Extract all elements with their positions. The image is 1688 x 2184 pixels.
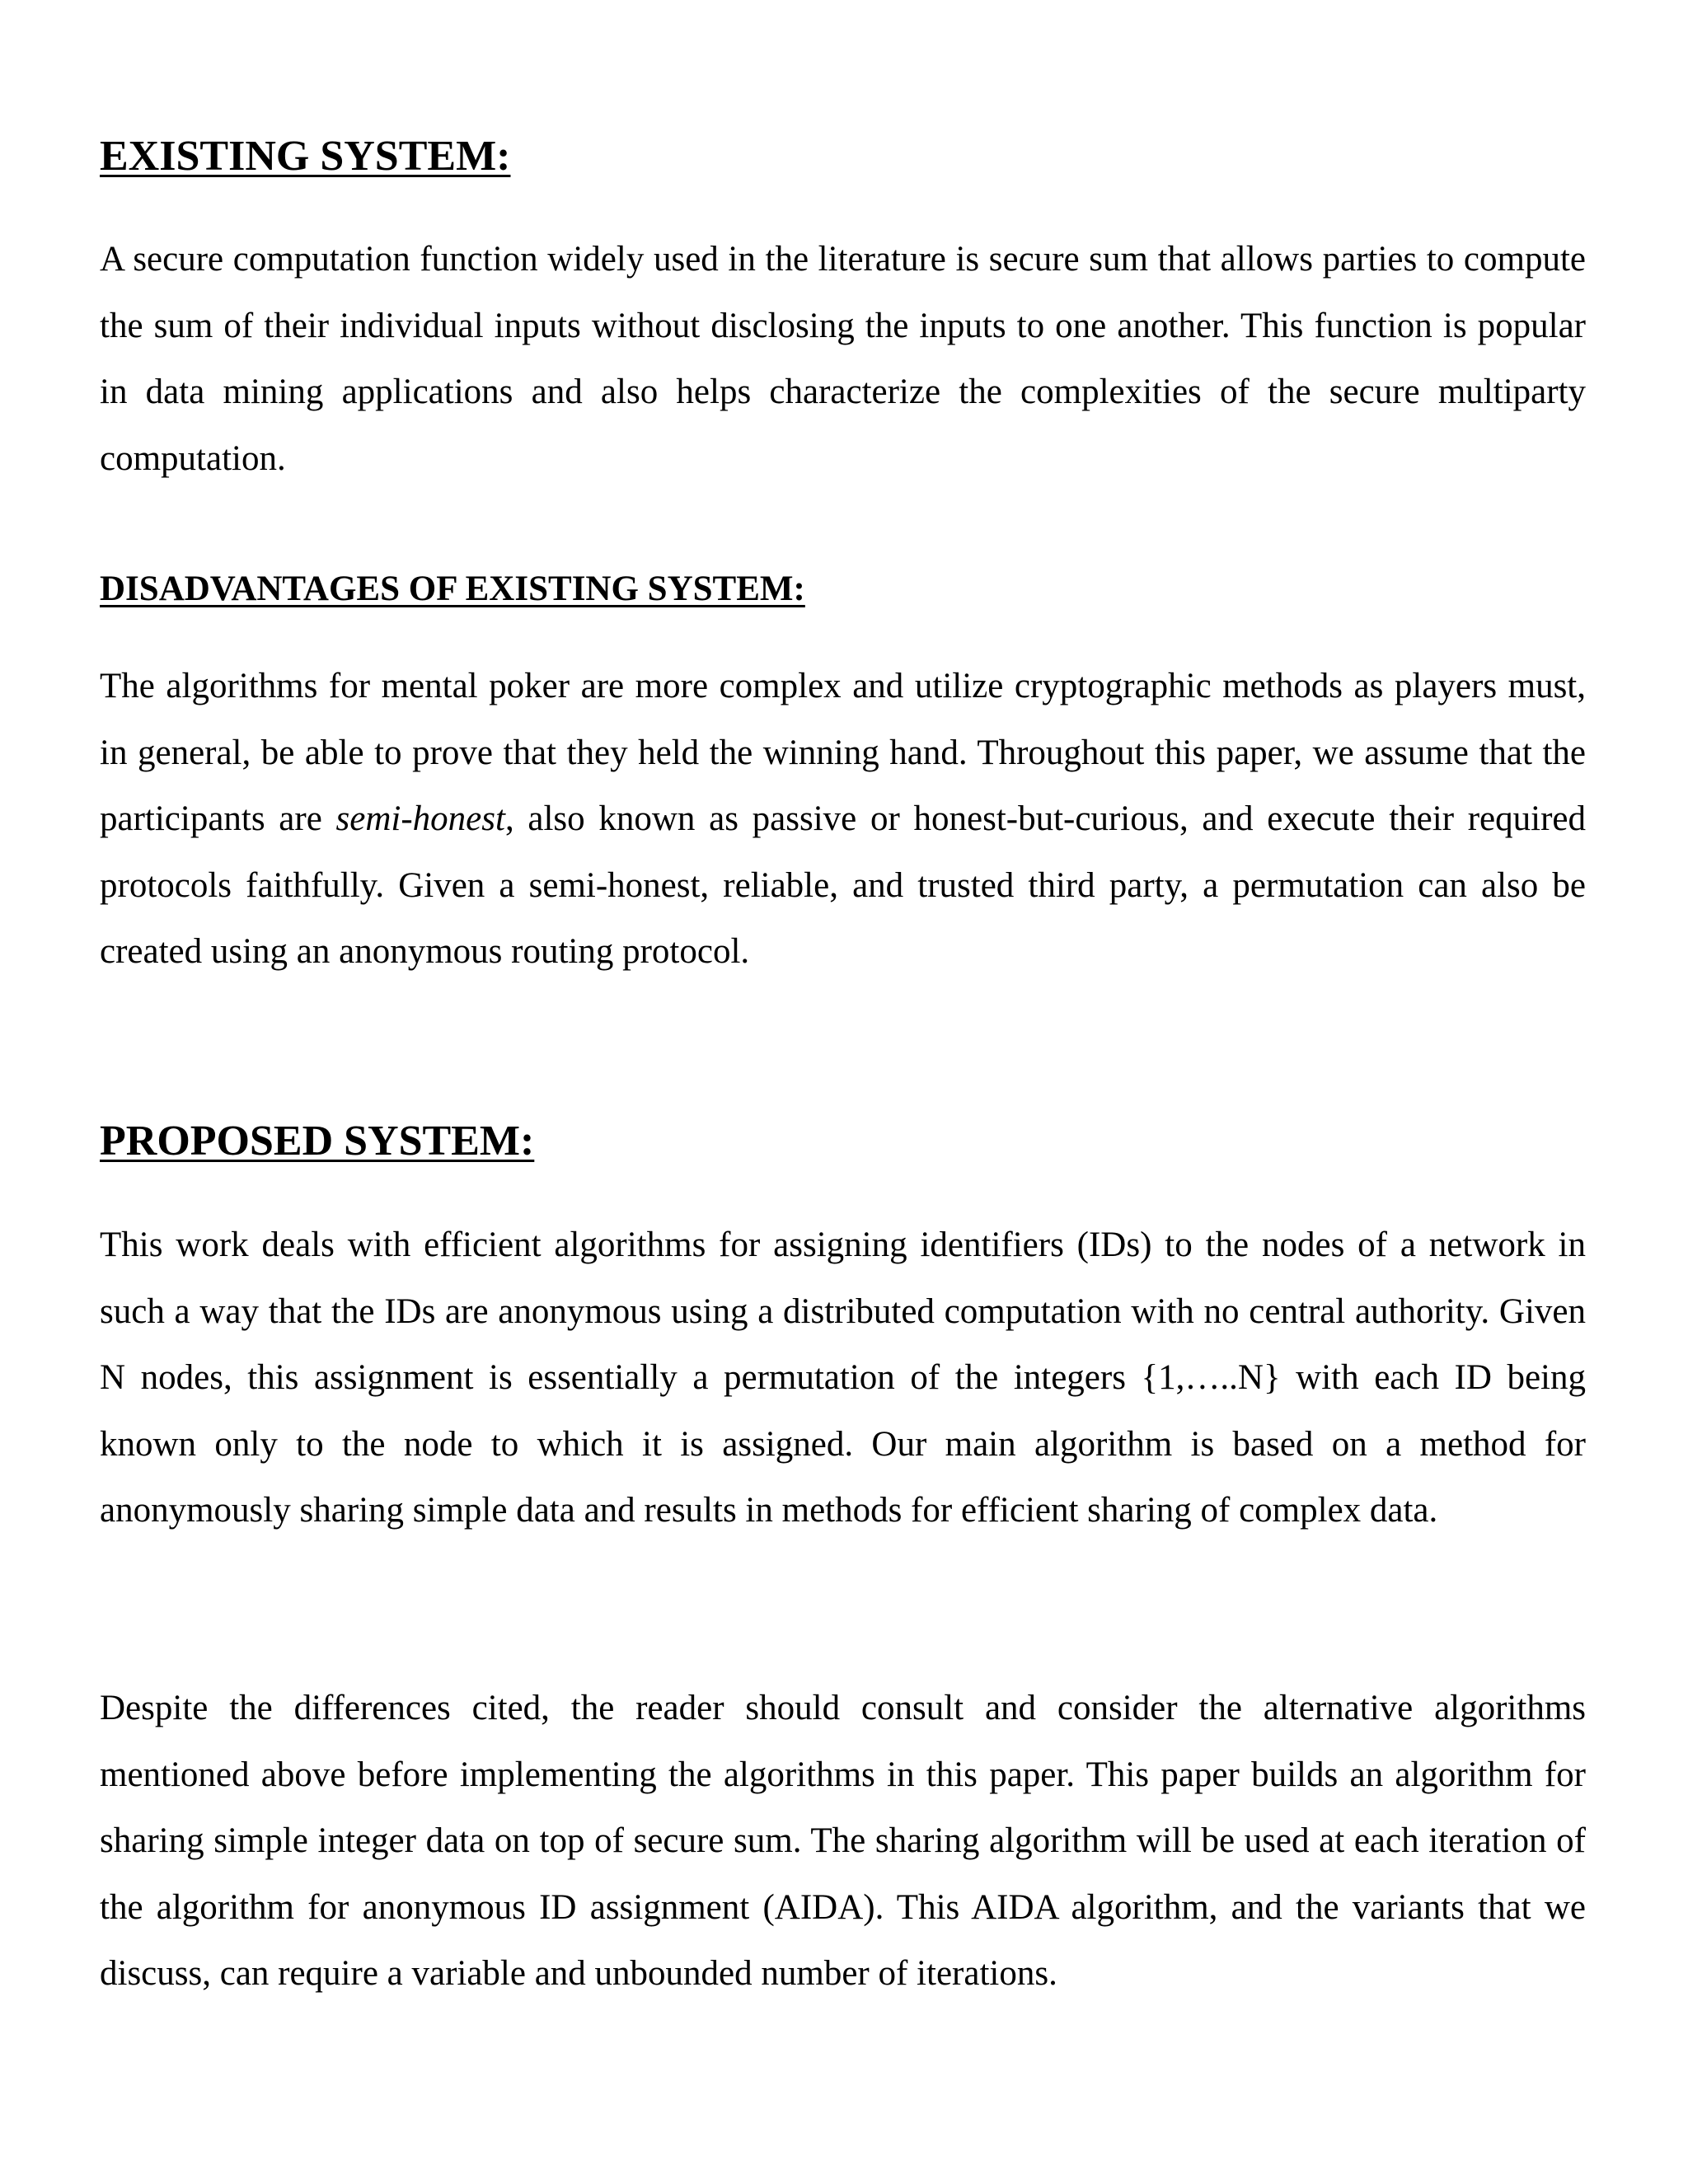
disadvantages-heading: DISADVANTAGES OF EXISTING SYSTEM: <box>100 569 805 608</box>
existing-system-heading: EXISTING SYSTEM: <box>100 133 511 180</box>
proposed-system-paragraph-1: This work deals with efficient algorithms for assigning identifiers (IDs) to the nodes of a network in such a way that the IDs are anonymous using a distributed computation with no central authority. Given N nodes, this assignment is essentially a permutation of the integers {1,…..N} with each ID being known only to the node to which it is assigned. Our main algorithm is based on a method for anonymously sharing simple data and results in methods for efficient sharing of complex data. <box>100 1226 1586 1530</box>
disadvantages-text-part1: The algorithms for mental poker are more complex and utilize cryptographic methods as players must, in general, be able to prove that they held the winning hand. Throughout this paper, we assume that the participants are <box>100 667 1586 838</box>
proposed-system-heading: PROPOSED SYSTEM: <box>100 1118 535 1165</box>
disadvantages-text-part2: , also known as passive or honest-but-curious, and execute their required protocols faithfully. Given a semi-honest, reliable, and trusted third party, a permutation can also be created using an anonymous routing protocol. <box>100 799 1586 971</box>
existing-system-paragraph: A secure computation function widely used in the literature is secure sum that allows parties to compute the sum of their individual inputs without disclosing the inputs to one another. This function is popular in data mining applications and also helps characterize the complexities of the secure multiparty computation. <box>100 240 1586 478</box>
disadvantages-paragraph <box>100 654 1586 986</box>
semi-honest-term: semi-honest <box>335 799 505 838</box>
proposed-system-paragraph-2: Despite the differences cited, the reader should consult and consider the alternative algorithms mentioned above before implementing the algorithms in this paper. This paper builds an algorithm for sharing simple integer data on top of secure sum. The sharing algorithm will be used at each iteration of the algorithm for anonymous ID assignment (AIDA). This AIDA algorithm, and the variants that we discuss, can require a variable and unbounded number of iterations. <box>100 1689 1586 1993</box>
